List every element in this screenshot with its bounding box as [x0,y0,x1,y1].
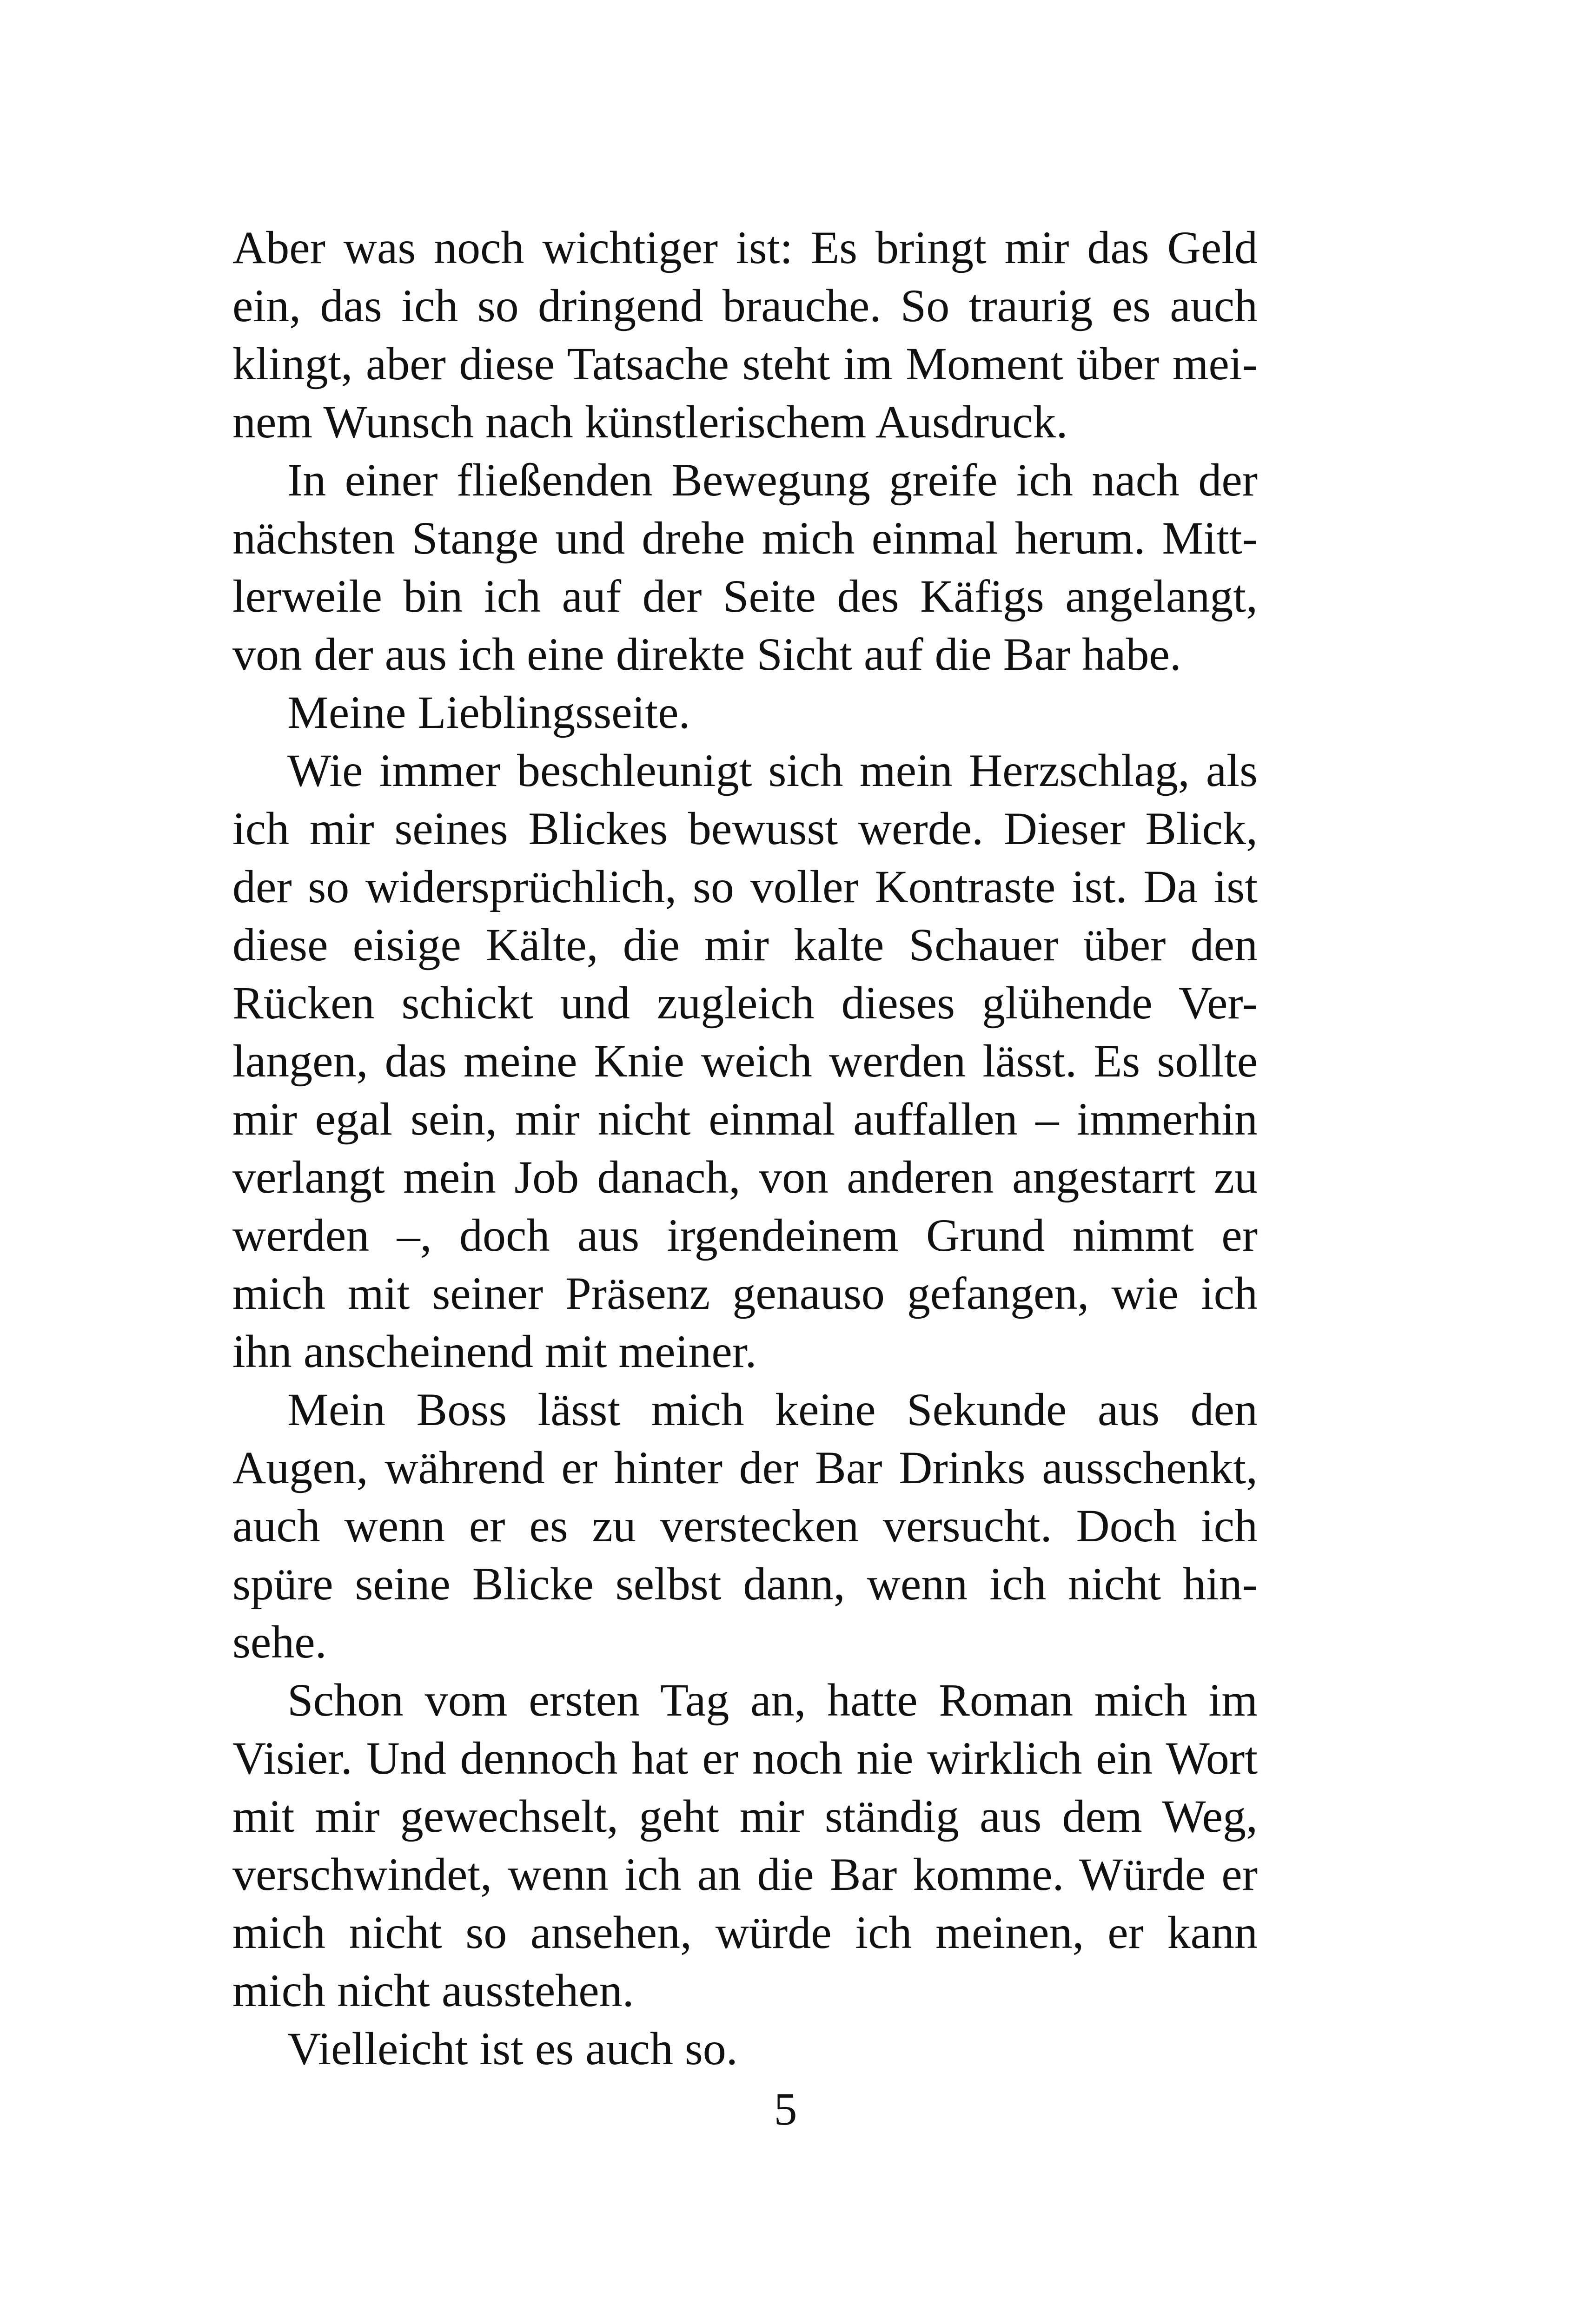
text-line: Wie immer beschleunigt sich mein Herzschlag, als [287,745,1258,796]
text-line: von der aus ich eine direkte Sicht auf die Bar habe. [232,628,1181,680]
text-line: Meine Lieblingsseite. [287,687,690,738]
text-line: mich nicht so ansehen, würde ich meinen, er kann [232,1907,1258,1958]
text-line: nächsten Stange und drehe mich einmal herum. Mitt- [232,512,1258,564]
text-line: nem Wunsch nach künstlerischem Ausdruck. [232,396,1068,448]
paragraph [232,1671,1258,2020]
text-line: mit mir gewechselt, geht mir ständig aus dem Weg, [232,1790,1258,1842]
text-line: ein, das ich so dringend brauche. So traurig es auch [232,280,1258,331]
paragraph [232,451,1258,683]
text-line: spüre seine Blicke selbst dann, wenn ich nicht hin- [232,1558,1258,1610]
text-line: mich mit seiner Präsenz genauso gefangen, wie ich [232,1268,1258,1319]
text-line: In einer fließenden Bewegung greife ich nach der [287,454,1258,506]
paragraph [232,2020,1258,2078]
text-line: langen, das meine Knie weich werden lässt. Es sollte [232,1035,1258,1087]
text-line: auch wenn er es zu verstecken versucht. Doch ich [232,1500,1258,1552]
text-line: Mein Boss lässt mich keine Sekunde aus den [287,1384,1258,1435]
text-line: Schon vom ersten Tag an, hatte Roman mich im [287,1674,1258,1726]
text-line: Visier. Und dennoch hat er noch nie wirklich ein Wort [232,1732,1258,1784]
paragraph [232,683,1258,741]
text-line: ihn anscheinend mit meiner. [232,1326,757,1377]
text-line: verlangt mein Job danach, von anderen angestarrt zu [232,1151,1258,1203]
text-line: ich mir seines Blickes bewusst werde. Dieser Blick, [232,803,1258,854]
text-line: Vielleicht ist es auch so. [287,2023,738,2074]
text-line: Rücken schickt und zugleich dieses glühende Ver- [232,977,1258,1029]
text-line: der so widersprüchlich, so voller Kontraste ist. Da ist [232,861,1258,912]
text-line: Augen, während er hinter der Bar Drinks ausschenkt, [232,1442,1258,1493]
paragraph [232,218,1258,451]
text-line: werden –, doch aus irgendeinem Grund nimmt er [232,1209,1258,1261]
text-line: lerweile bin ich auf der Seite des Käfigs angelangt, [232,570,1258,622]
text-line: Aber was noch wichtiger ist: Es bringt mir das Geld [232,222,1258,273]
text-line: klingt, aber diese Tatsache steht im Moment über mei- [232,338,1258,390]
paragraph [232,1380,1258,1671]
text-line: verschwindet, wenn ich an die Bar komme. Würde er [232,1849,1258,1900]
text-line: mich nicht ausstehen. [232,1965,634,2016]
body-text [232,218,1258,2078]
paragraph [232,741,1258,1380]
text-line: diese eisige Kälte, die mir kalte Schauer über den [232,919,1258,971]
text-line: sehe. [232,1616,327,1668]
page-number: 5 [774,2083,797,2135]
text-line: mir egal sein, mir nicht einmal auffallen – immerhin [232,1093,1258,1145]
